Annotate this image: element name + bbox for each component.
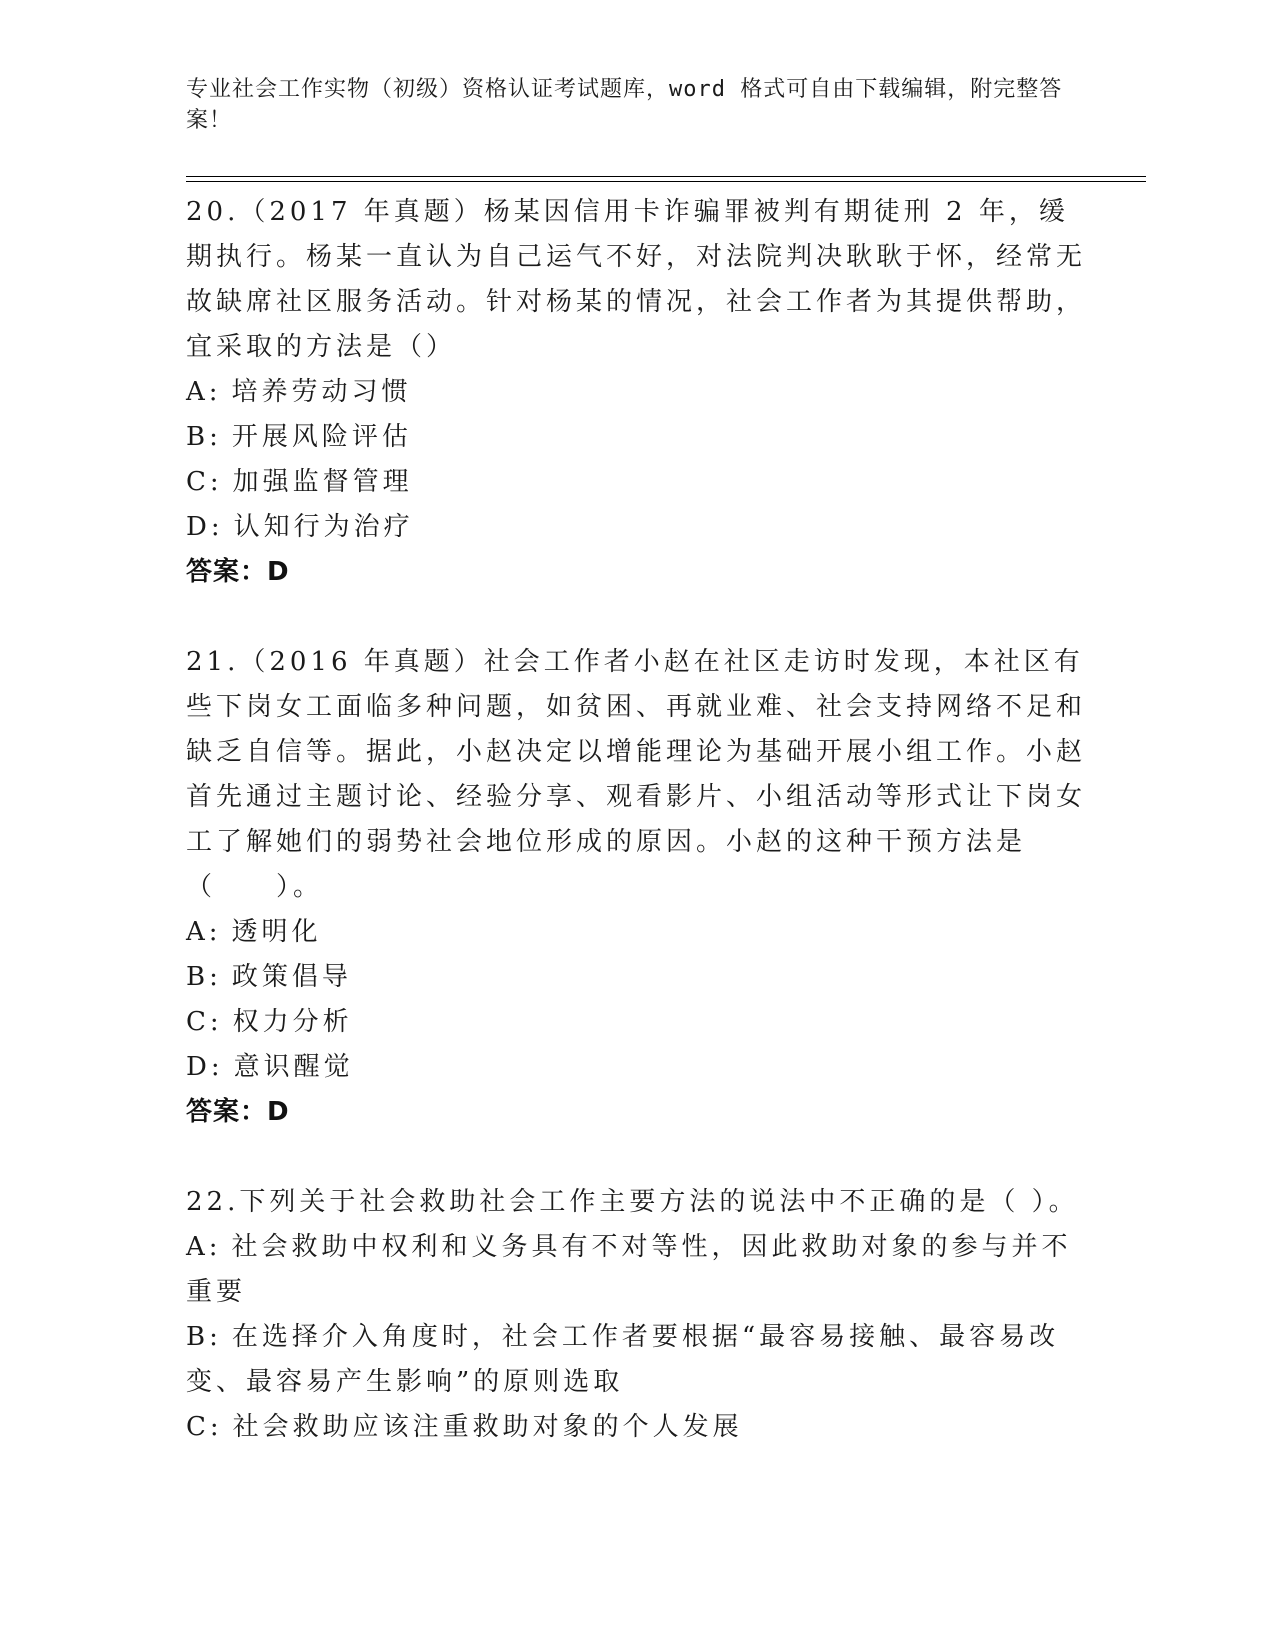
- question-list: [186, 190, 1086, 1450]
- answer-label: 答案：D: [186, 1097, 290, 1127]
- option-letter: D:: [186, 512, 224, 542]
- option-letter: A:: [186, 377, 222, 407]
- option-c: [186, 1405, 1086, 1450]
- option-letter: C:: [186, 1412, 223, 1442]
- header-text: 专业社会工作实物（初级）资格认证考试题库，word 格式可自由下载编辑，附完整答案！: [186, 77, 1063, 133]
- option-text: 社会救助中权利和义务具有不对等性，因此救助对象的参与并不重要: [186, 1232, 1072, 1307]
- option-text: 加强监督管理: [232, 467, 413, 497]
- option-a: [186, 910, 1086, 955]
- header-divider-top: [186, 176, 1146, 177]
- option-text: 意识醒觉: [233, 1052, 354, 1082]
- option-letter: A:: [186, 1232, 222, 1262]
- question-text: 22.下列关于社会救助社会工作主要方法的说法中不正确的是（ ）。: [186, 1187, 1079, 1217]
- option-text: 开展风险评估: [231, 422, 412, 452]
- option-letter: C:: [186, 467, 223, 497]
- option-c: [186, 460, 1086, 505]
- answer-label: 答案：D: [186, 557, 290, 587]
- option-text: 权力分析: [232, 1007, 353, 1037]
- question-21: [186, 640, 1086, 1135]
- option-text: 政策倡导: [231, 962, 352, 992]
- option-text: 透明化: [231, 917, 322, 947]
- option-text: 认知行为治疗: [233, 512, 414, 542]
- option-a: [186, 1225, 1086, 1315]
- option-letter: B:: [186, 1322, 222, 1352]
- question-22: [186, 1180, 1086, 1450]
- option-letter: D:: [186, 1052, 224, 1082]
- option-text: 培养劳动习惯: [231, 377, 412, 407]
- option-b: [186, 955, 1086, 1000]
- option-text: 社会救助应该注重救助对象的个人发展: [232, 1412, 743, 1442]
- option-letter: C:: [186, 1007, 223, 1037]
- option-b: [186, 1315, 1086, 1405]
- option-letter: A:: [186, 917, 222, 947]
- spacer: [186, 1135, 1086, 1180]
- document-header: [186, 74, 1066, 136]
- option-text: 在选择介入角度时，社会工作者要根据“最容易接触、最容易改变、最容易产生影响”的原则选取: [186, 1322, 1060, 1397]
- question-text: 21.（2016 年真题）社会工作者小赵在社区走访时发现，本社区有些下岗女工面临多种问题，如贫困、再就业难、社会支持网络不足和缺乏自信等。据此，小赵决定以增能理论为基础开展小组工作。小赵首先通过主题讨论、经验分享、观看影片、小组活动等形式让下岗女工了解她们的弱势社会地位形成的原因。小赵的这种干预方法是（ ）。: [186, 647, 1087, 902]
- option-d: [186, 505, 1086, 550]
- option-letter: B:: [186, 962, 222, 992]
- option-d: [186, 1045, 1086, 1090]
- option-b: [186, 415, 1086, 460]
- option-c: [186, 1000, 1086, 1045]
- question-text: 20.（2017 年真题）杨某因信用卡诈骗罪被判有期徒刑 2 年，缓期执行。杨某一直认为自己运气不好，对法院判决耿耿于怀，经常无故缺席社区服务活动。针对杨某的情况，社会工作者为其提供帮助，宜采取的方法是（）: [186, 197, 1087, 362]
- spacer: [186, 595, 1086, 640]
- option-letter: B:: [186, 422, 222, 452]
- header-divider-bottom: [186, 181, 1146, 182]
- option-a: [186, 370, 1086, 415]
- question-20: [186, 190, 1086, 595]
